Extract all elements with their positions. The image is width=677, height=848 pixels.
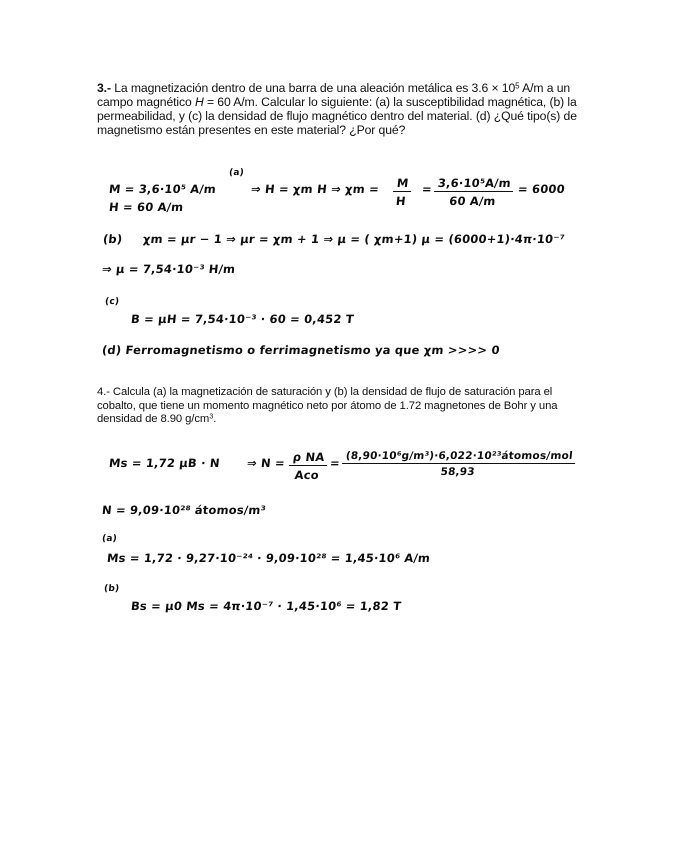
atoms-density-result: N = 9,09·10²⁸ átomos/m³ [101, 503, 267, 517]
given-field: H = 60 A/m [108, 200, 185, 214]
susceptibility-result: = 6000 [517, 182, 566, 196]
fraction-numeric: (8,90·10⁶g/m³)·6,022·10²³átomos/mol 58,93 [341, 450, 577, 478]
saturation-flux-density-result: Bs = μ0 Ms = 4π·10⁻⁷ · 1,45·10⁶ = 1,82 T [130, 599, 403, 613]
fraction-values: $\frac{\text{3,6·10⁵A/m}}{60 A/m}$ [432, 176, 514, 208]
atoms-density-equation: ⇒ N = [246, 456, 286, 470]
part-a-label-4: (a) [101, 534, 118, 544]
part-c-label: (c) [104, 297, 120, 307]
fraction-m-over-h: $\frac{M}{H}$ [391, 176, 412, 208]
given-magnetization: M = 3,6·10⁵ A/m [108, 182, 217, 196]
saturation-magnetization-result: Ms = 1,72 · 9,27·10⁻²⁴ · 9,09·10²⁸ = 1,45·10⁶ A/m [106, 551, 431, 565]
saturation-magnetization-formula: Ms = 1,72 μB · N [108, 456, 221, 470]
part-d-answer: (d) Ferromagnetismo o ferrimagnetismo ya que χm >>>> 0 [101, 343, 501, 357]
susceptibility-equation: ⇒ H = χm H ⇒ χm = [250, 182, 380, 196]
problem-3-statement: 3.- La magnetización dentro de una barra de una aleación metálica es $3.6 \times 10^5$ A/m a un campo magnético H = 60 A/m. Calcular lo siguiente: (a) la susceptibilidad magnética, (b) la permeabilidad, y (c) la densidad de flujo magnético dentro del material. (d) ¿Qué tipo(s) de magnetismo están presentes en este material? ¿Por qué? [97, 81, 577, 137]
problem-4-statement: 4.- Calcula (a) la magnetización de saturación y (b) la densidad de flujo de saturación para el cobalto, que tiene un momento magnético neto por átomo de 1.72 magnetones de Bohr y una densidad de 8.90 $g/cm^3$. [97, 386, 558, 426]
part-b-label-4: (b) [103, 584, 120, 594]
flux-density-equation: B = μH = 7,54·10⁻³ · 60 = 0,452 T [130, 312, 355, 326]
part-b-label: (b) [102, 232, 124, 246]
problem-3-number: 3.- [97, 81, 111, 95]
permeability-equation: χm = μr − 1 ⇒ μr = χm + 1 ⇒ μ = ( χm+1) μ = (6000+1)·4π·10⁻⁷ [142, 232, 566, 246]
fraction-rho-na: ρ NA Aco [287, 450, 328, 482]
permeability-result: ⇒ μ = 7,54·10⁻³ H/m [101, 262, 236, 276]
part-a-label: (a) [228, 168, 245, 178]
problem-4-number: 4.- [97, 386, 110, 398]
